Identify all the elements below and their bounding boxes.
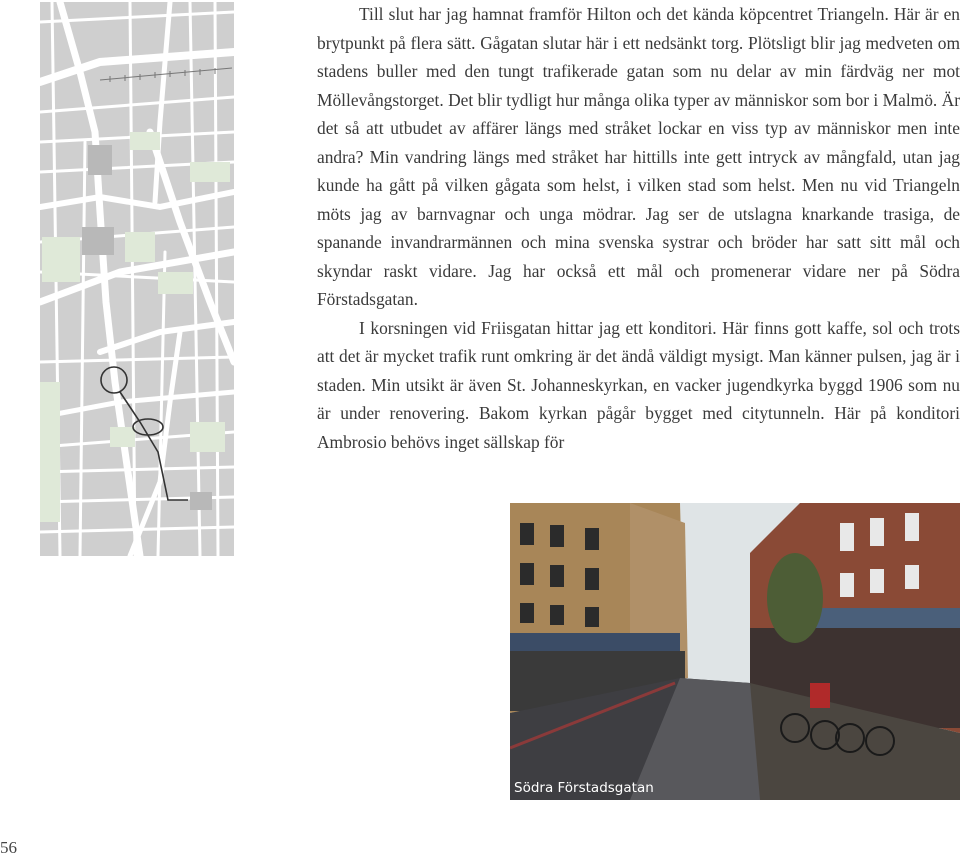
body-text bbox=[317, 0, 960, 456]
photo-caption: Södra Förstadsgatan bbox=[514, 780, 654, 796]
page-number: 56 bbox=[0, 838, 17, 857]
paragraph: I korsningen vid Friisgatan hittar jag ett konditori. Här finns gott kaffe, sol och trots att det är mycket trafik runt omkring är det ändå väldigt mysigt. Man känner pulsen, jag är i staden. Min utsikt är även St. Johanneskyrkan, en vacker jugendkyrka byggd 1906 som nu är under renovering. Bakom kyrkan pågår bygget med citytunneln. Här på konditori Ambrosio behövs inget sällskap för bbox=[317, 317, 960, 452]
paragraph: Till slut har jag hamnat framför Hilton och det kända köpcentret Triangeln. Här är en brytpunkt på flera sätt. Gågatan slutar här i ett nedsänkt torg. Plötsligt blir jag medveten om stadens buller med den tungt trafikerade gatan som nu delar av min färdväg ner mot Möllevångstorget. Det blir tydligt hur många olika typer av människor som bor i Malmö. Är det så att utbudet av affärer längs med stråket lockar en viss typ av människor men inte andra? Min vandring längs med stråket har hittills inte gett intryck av mångfald, utan jag kunde ha gått på vilken gågata som helst, i vilken stad som helst. Men nu vid Triangeln möts jag av barnvagnar och unga mödrar. Jag ser de utslagna knarkande trasiga, de spanande invandrarmännen och mina svenska systrar och bröder har satt sitt mål och skyndar raskt vidare. Jag har också ett mål och promenerar vidare ner på Södra Förstadsgatan. bbox=[317, 4, 960, 309]
street-photo bbox=[510, 503, 960, 800]
city-map bbox=[40, 2, 234, 556]
